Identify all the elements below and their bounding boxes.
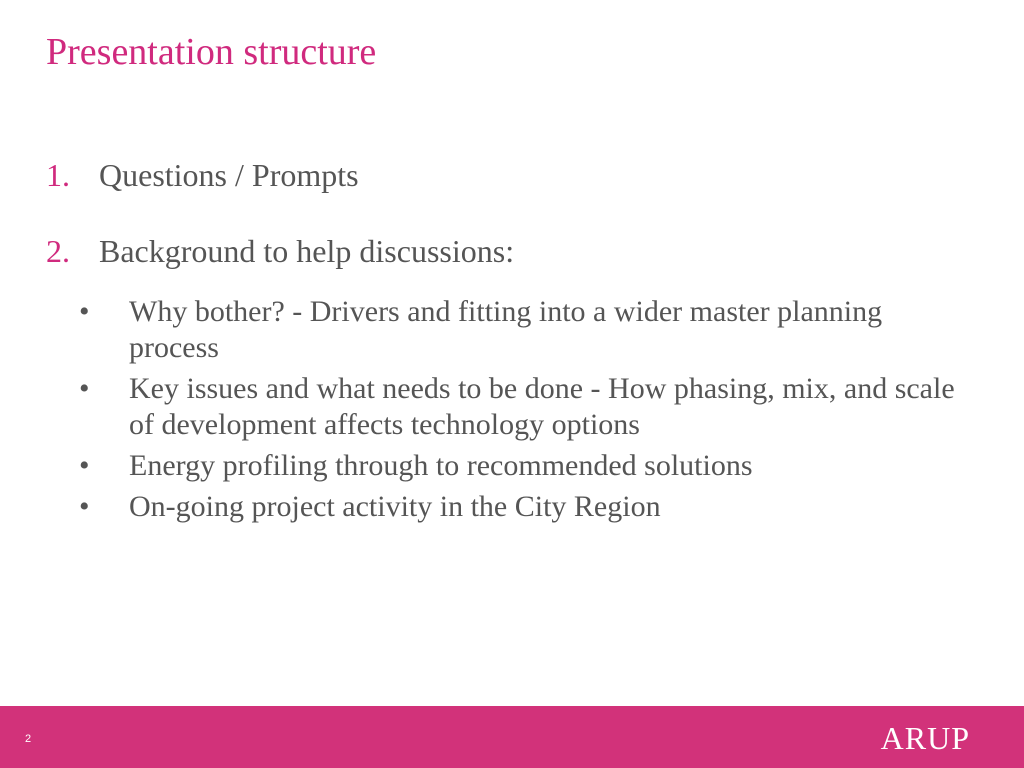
footer-band — [0, 706, 1024, 768]
page-number: 2 — [25, 733, 32, 745]
numbered-item-questions — [46, 156, 359, 194]
arup-logo: ARUP — [880, 720, 970, 756]
bullet-text: On-going project activity in the City Region — [129, 490, 661, 523]
bullet-text: Key issues and what needs to be done - How phasing, mix, and scale of development affects technology options — [129, 372, 955, 441]
bullet-item — [75, 489, 955, 525]
bullet-icon: • — [79, 449, 90, 482]
bullet-icon: • — [79, 295, 90, 328]
numbered-item-background — [46, 232, 514, 270]
bullet-item — [75, 448, 955, 484]
item-text: Questions / Prompts — [99, 157, 359, 193]
bullet-list — [75, 294, 955, 530]
bullet-icon: • — [79, 490, 90, 523]
bullet-item — [75, 371, 955, 443]
slide-title: Presentation structure — [46, 31, 377, 73]
bullet-item — [75, 294, 955, 366]
item-number: 1. — [46, 157, 70, 193]
item-text: Background to help discussions: — [99, 233, 515, 269]
bullet-text: Energy profiling through to recommended solutions — [129, 449, 753, 482]
item-number: 2. — [46, 233, 70, 269]
bullet-text: Why bother? - Drivers and fitting into a wider master planning process — [129, 295, 883, 364]
bullet-icon: • — [79, 372, 90, 405]
